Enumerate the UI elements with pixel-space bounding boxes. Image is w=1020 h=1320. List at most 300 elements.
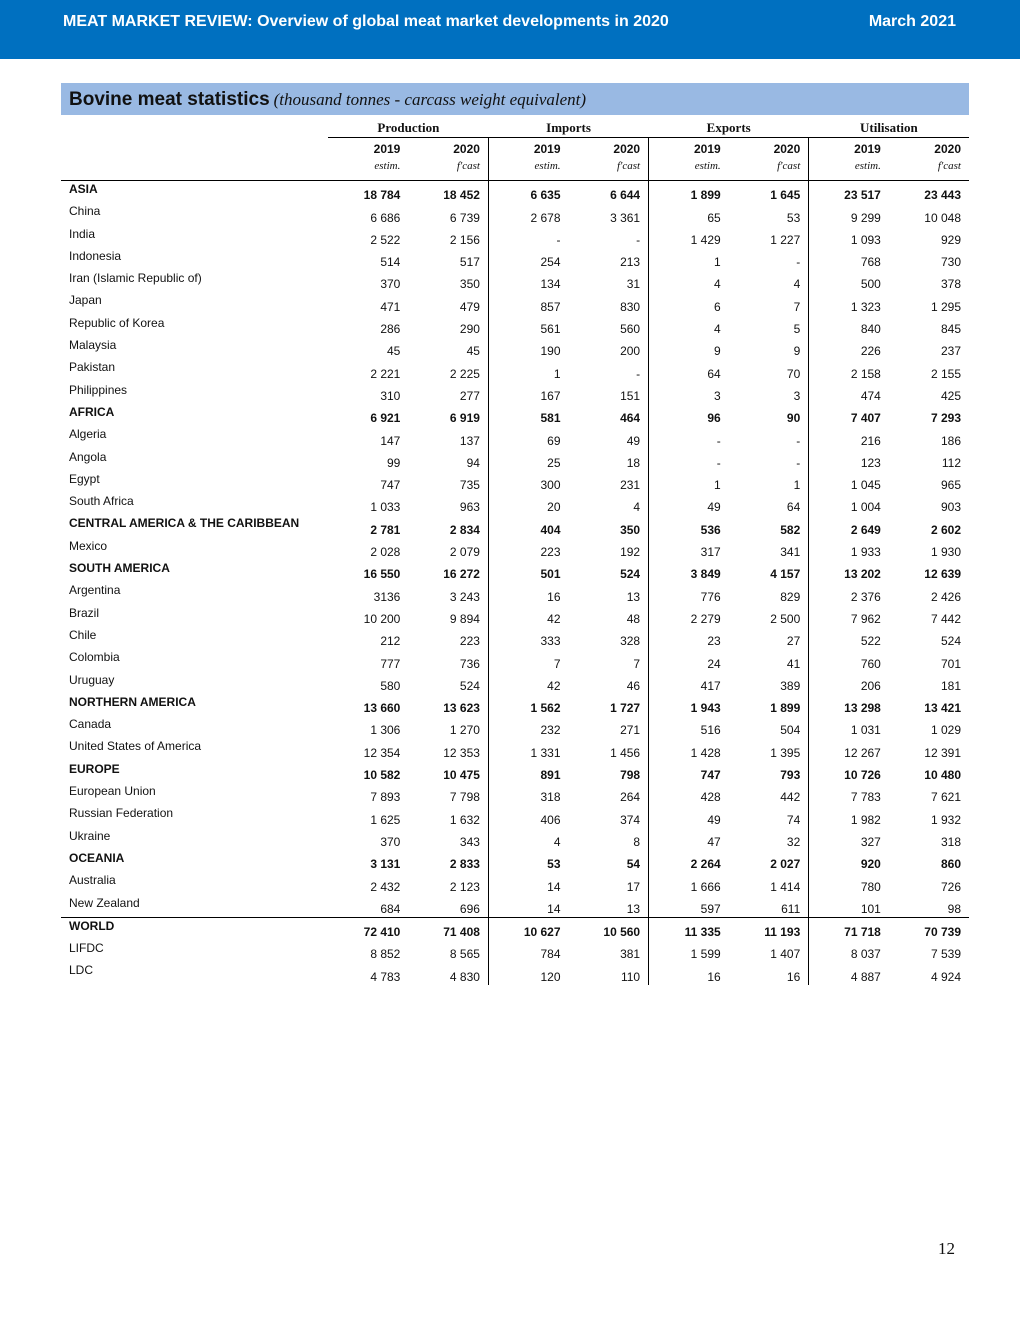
row-value: 192 [620,545,641,560]
row-value: 1 [793,478,801,493]
row-value: 11 335 [649,917,729,940]
row-value: 1 029 [930,723,961,738]
row-value: 350 [459,277,480,292]
row-value: 14 [488,872,568,894]
row-value: 17 [626,879,641,894]
row-value: 965 [940,478,961,493]
row-value: 286 [380,322,401,337]
row-value: 8 852 [370,947,401,962]
row-value: 343 [459,834,480,849]
year-header: 2020 [613,142,641,156]
row-value: 112 [941,455,961,470]
row-value: 3 [649,382,729,404]
row-value: 16 [786,969,801,984]
row-value: 12 267 [809,738,889,760]
group-utilisation: Utilisation [809,117,969,138]
row-value: 701 [940,656,961,671]
table-row [61,449,969,471]
row-label: Malaysia [69,338,117,353]
row-value: 768 [809,248,889,270]
sub-header: f'cast [408,160,488,181]
row-value: 271 [620,723,641,738]
row-value: 16 [488,582,568,604]
row-value: 1 899 [649,181,729,204]
row-value: 64 [649,359,729,381]
row-value: 963 [459,500,480,515]
row-value: 784 [488,940,568,962]
row-value: 500 [809,270,889,292]
row-value: 18 784 [363,188,401,203]
year-header: 2020 [453,142,480,156]
row-value: 2 781 [370,522,401,537]
row-value: 27 [786,634,801,649]
row-value: 16 [649,962,729,984]
row-value: 350 [620,522,641,537]
row-value: 3 361 [610,210,641,225]
year-header: 2019 [809,138,889,161]
row-value: 1 [488,359,568,381]
row-value: 6 921 [370,411,401,426]
row-value: 1 625 [370,812,401,827]
row-value: 23 [649,627,729,649]
row-value: 517 [459,255,480,270]
row-value: 277 [459,388,480,403]
row-value: 830 [620,299,641,314]
row-value: 12 354 [363,745,401,760]
row-value: 318 [488,783,568,805]
row-value: - [796,255,801,270]
row-label: AFRICA [69,404,115,419]
row-value: 9 299 [809,203,889,225]
row-value: 1 562 [488,694,568,716]
row-value: - [796,455,801,470]
row-value: 684 [380,901,401,916]
row-value: 736 [459,656,480,671]
table-title [69,89,586,111]
row-value: 1 428 [649,738,729,760]
row-value: 696 [459,901,480,916]
row-label: Algeria [69,427,107,442]
row-value: 18 [626,455,641,470]
row-value: 2 123 [449,879,480,894]
row-value: 98 [947,901,961,916]
row-value: 404 [488,515,568,537]
row-value: - [636,366,641,381]
row-value: 317 [649,538,729,560]
row-value: 7 442 [930,611,961,626]
row-value: 2 522 [370,232,401,247]
row-value: 1 [649,248,729,270]
row-value: 1 031 [809,716,889,738]
row-label: China [69,204,101,219]
row-value: 2 649 [809,515,889,537]
row-value: 167 [488,382,568,404]
row-value: 479 [459,299,480,314]
row-value: 4 [649,270,729,292]
row-label: OCEANIA [69,850,125,865]
row-label: LIFDC [69,941,104,956]
row-value: 1 632 [449,812,480,827]
row-value: 5 [793,322,801,337]
row-value: 300 [488,471,568,493]
row-value: 3 243 [449,589,480,604]
row-label: CENTRAL AMERICA & THE CARIBBEAN [69,516,300,531]
row-value: 1 414 [770,879,801,894]
row-value: 137 [459,433,480,448]
row-value: 45 [387,344,401,359]
table-row [61,560,969,582]
table-row [61,337,969,359]
sub-header: f'cast [569,160,649,181]
row-value: 1 407 [770,947,801,962]
row-value: 501 [488,560,568,582]
row-value: - [796,433,801,448]
row-value: 8 [633,834,641,849]
row-value: 522 [809,627,889,649]
row-value: 4 [649,315,729,337]
row-value: 2 279 [649,605,729,627]
row-value: 4 887 [809,962,889,984]
table-row [61,226,969,248]
row-label: Australia [69,873,116,888]
row-label: Iran (Islamic Republic of) [69,271,202,286]
table-row [61,493,969,515]
row-value: 10 048 [924,210,961,225]
row-value: 9 [793,344,801,359]
row-value: 1 [649,471,729,493]
row-value: 474 [809,382,889,404]
row-label: SOUTH AMERICA [69,561,170,576]
row-value: 2 221 [370,366,401,381]
table-row [61,828,969,850]
table-row [61,895,969,918]
row-value: 730 [940,255,961,270]
row-value: 7 783 [809,783,889,805]
row-value: 232 [488,716,568,738]
row-value: 829 [780,589,801,604]
sub-header: estim. [328,160,408,181]
row-value: 333 [488,627,568,649]
row-value: 181 [940,678,961,693]
row-label: Chile [69,627,97,642]
row-value: 2 678 [488,203,568,225]
table-row [61,738,969,760]
row-value: 536 [649,515,729,537]
row-value: 389 [780,678,801,693]
row-value: 2 079 [449,545,480,560]
row-value: 1 323 [809,292,889,314]
row-value: 560 [620,322,641,337]
row-value: 71 408 [408,917,488,940]
row-value: 1 666 [649,872,729,894]
row-value: 134 [488,270,568,292]
row-value: 6 635 [488,181,568,204]
row-value: 1 270 [449,723,480,738]
row-value: 64 [786,500,801,515]
table-row [61,850,969,872]
row-value: 54 [626,857,641,872]
row-value: 123 [809,449,889,471]
row-value: 226 [809,337,889,359]
row-value: 10 627 [488,917,568,940]
row-value: 7 798 [449,790,480,805]
bovine-meat-table [61,117,969,985]
row-value: 2 155 [930,366,961,381]
row-value: 514 [380,255,401,270]
row-label: Philippines [69,382,128,397]
table-row [61,292,969,314]
year-header-row [61,138,969,161]
row-value: 516 [649,716,729,738]
row-value: 524 [940,634,961,649]
row-value: 10 582 [363,768,401,783]
row-value: 6 686 [370,210,401,225]
row-value: 101 [809,895,889,918]
row-value: 72 410 [328,917,408,940]
row-value: 2 500 [770,611,801,626]
row-value: 341 [780,545,801,560]
row-value: 597 [649,895,729,918]
row-value: 3 131 [370,857,401,872]
table-row [61,203,969,225]
row-value: 23 443 [924,188,961,203]
row-value: 3 [793,388,801,403]
row-value: 1 004 [809,493,889,515]
row-value: 13 623 [443,701,480,716]
row-value: 49 [626,433,641,448]
row-label: United States of America [69,739,202,754]
row-value: 25 [488,449,568,471]
header-date: March 2021 [868,13,956,30]
row-value: 120 [488,962,568,984]
table-row [61,694,969,716]
table-row [61,672,969,694]
row-value: 110 [620,969,641,984]
row-label: WORLD [61,917,328,940]
row-label: Japan [69,293,102,308]
row-value: 747 [649,761,729,783]
table-row [61,426,969,448]
row-value: 442 [780,790,801,805]
year-header: 2019 [649,138,729,161]
row-value: 798 [620,768,641,783]
row-value: 69 [488,426,568,448]
row-value: 223 [488,538,568,560]
sub-header: f'cast [729,160,809,181]
row-value: 1 093 [809,226,889,248]
row-value: 2 432 [370,879,401,894]
review-name: MEAT MARKET REVIEW [63,13,248,30]
row-value: 190 [488,337,568,359]
row-value: 151 [620,388,641,403]
row-value: 726 [940,879,961,894]
row-value: 216 [809,426,889,448]
year-header: 2020 [934,142,961,156]
row-value: 206 [809,672,889,694]
row-value: 920 [809,850,889,872]
row-label: ASIA [69,182,98,196]
row-value: 12 639 [924,567,961,582]
row-label: EUROPE [69,761,120,776]
row-value: 7 293 [930,411,961,426]
table-row [61,515,969,537]
row-value: 186 [940,433,961,448]
row-value: 53 [786,210,801,225]
row-value: 6 919 [449,411,480,426]
table-row [61,627,969,649]
row-value: 735 [459,478,480,493]
row-value: 581 [488,404,568,426]
row-value: 2 027 [770,857,801,872]
row-label: Brazil [69,605,100,620]
row-value: 71 718 [809,917,889,940]
row-value: 464 [620,411,641,426]
row-value: 406 [488,805,568,827]
row-label: Egypt [69,471,100,486]
row-value: 42 [488,605,568,627]
row-label: South Africa [69,494,134,509]
table-row [61,605,969,627]
table-row [61,872,969,894]
estimate-header-row [61,160,969,181]
row-value: 18 452 [443,188,480,203]
row-value: 561 [488,315,568,337]
row-value: 6 644 [610,188,641,203]
table-row [61,181,969,204]
row-value: 48 [626,611,641,626]
row-value: 1 727 [610,701,641,716]
row-value: 237 [940,344,961,359]
row-value: 760 [809,649,889,671]
row-value: 90 [786,411,801,426]
row-value: 4 830 [449,969,480,984]
row-value: 212 [380,634,401,649]
table-row [61,940,969,962]
sub-header: estim. [649,160,729,181]
row-value: 47 [649,828,729,850]
table-row [61,716,969,738]
row-value: 2 158 [809,359,889,381]
row-value: 8 565 [449,947,480,962]
year-blank [61,138,328,161]
row-value: 1 943 [649,694,729,716]
row-value: 10 726 [809,761,889,783]
row-value: 777 [380,656,401,671]
row-value: 582 [780,522,801,537]
row-label: Angola [69,449,107,464]
row-value: 860 [940,857,961,872]
row-value: 6 739 [449,210,480,225]
row-value: 45 [466,344,480,359]
sub-header: f'cast [889,160,969,181]
row-value: 42 [488,672,568,694]
row-value: 2 156 [449,232,480,247]
row-label: Canada [69,717,112,732]
row-value: 10 480 [924,768,961,783]
row-value: 1 899 [770,701,801,716]
row-value: 13 202 [809,560,889,582]
row-value: 10 475 [443,768,480,783]
table-row [61,404,969,426]
row-value: 7 621 [930,790,961,805]
row-value: 3 849 [649,560,729,582]
row-value: 318 [940,834,961,849]
row-value: - [649,449,729,471]
row-label: Ukraine [69,828,111,843]
row-value: 13 660 [363,701,401,716]
row-value: 524 [459,678,480,693]
row-value: 46 [626,678,641,693]
row-value: 70 739 [889,917,969,940]
row-value: 2 376 [809,582,889,604]
row-value: 2 602 [930,522,961,537]
year-header: 2019 [488,138,568,161]
row-value: 1 645 [770,188,801,203]
row-label: Mexico [69,538,108,553]
row-value: 31 [626,277,641,292]
row-value: 370 [380,834,401,849]
row-value: 213 [620,255,641,270]
row-value: 504 [780,723,801,738]
row-label: Pakistan [69,360,116,375]
row-value: 1 227 [770,232,801,247]
row-value: - [488,226,568,248]
row-value: 4 [488,828,568,850]
row-value: 903 [940,500,961,515]
row-value: 147 [380,433,401,448]
table-row [61,315,969,337]
row-label: Russian Federation [69,806,174,821]
row-value: 7 407 [809,404,889,426]
row-value: 53 [488,850,568,872]
row-value: 20 [488,493,568,515]
row-label: European Union [69,784,156,799]
group-imports: Imports [488,117,648,138]
row-label: India [69,226,96,241]
row-value: 1 599 [649,940,729,962]
row-value: 793 [780,768,801,783]
table-row [61,382,969,404]
row-label: Uruguay [69,672,115,687]
row-value: 1 456 [610,745,641,760]
row-value: 24 [649,649,729,671]
row-label: NORTHERN AMERICA [69,694,196,709]
row-label: Republic of Korea [69,315,165,330]
page-number: 12 [938,1239,955,1258]
row-value: - [649,426,729,448]
row-value: 10 560 [569,917,649,940]
sub-header: estim. [488,160,568,181]
row-value: 840 [809,315,889,337]
row-value: 1 331 [488,738,568,760]
row-value: 7 962 [809,605,889,627]
row-value: 417 [649,672,729,694]
table-row [61,962,969,984]
row-value: 328 [620,634,641,649]
row-value: 264 [620,790,641,805]
row-label: Indonesia [69,248,122,263]
group-exports: Exports [649,117,809,138]
table-row [61,805,969,827]
label-header [61,117,328,138]
group-header-row [61,117,969,138]
row-value: 2 834 [449,522,480,537]
row-value: 580 [380,678,401,693]
row-value: 49 [649,805,729,827]
table-row [61,538,969,560]
row-value: 428 [649,783,729,805]
year-header: 2019 [373,142,401,156]
